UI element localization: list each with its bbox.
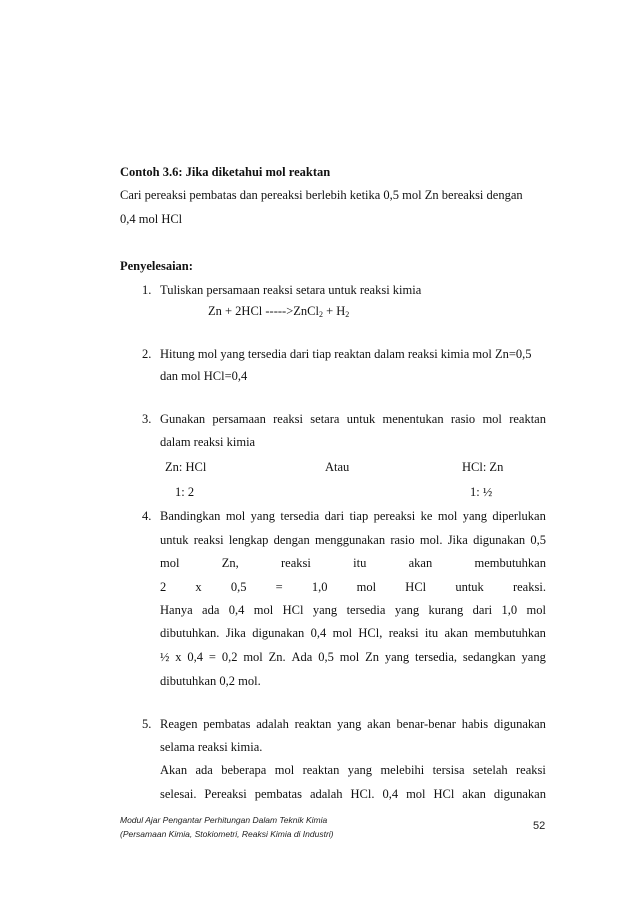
example-heading: Contoh 3.6: Jika diketahui mol reaktan: [120, 165, 331, 179]
word: sedangkan: [462, 650, 516, 664]
word: mol: [526, 603, 546, 617]
word: adalah: [309, 787, 343, 801]
word: reaktan: [509, 412, 546, 426]
word: HCl: [405, 580, 427, 594]
word: ke: [420, 509, 433, 523]
word: mol: [332, 626, 353, 640]
word: yang: [312, 603, 338, 617]
word: menggunakan: [314, 533, 386, 547]
word: pereaksi: [373, 509, 416, 523]
word: akan: [408, 556, 433, 570]
word: adalah: [256, 717, 289, 731]
word: reaksi: [281, 556, 311, 570]
word: 0,4: [382, 787, 399, 801]
word: ada: [202, 603, 220, 617]
word: selesai.: [160, 787, 197, 801]
word: ½: [160, 650, 170, 664]
word: mol: [356, 580, 377, 594]
word: =: [275, 580, 283, 594]
step-4-line-1: [160, 508, 546, 524]
step-1-equation: [208, 303, 349, 323]
step-4-number: 4.: [142, 509, 152, 523]
word: reaktan: [302, 763, 340, 777]
word: lengkap: [228, 533, 269, 547]
word: Bandingkan: [160, 509, 221, 523]
word: persamaan: [212, 412, 266, 426]
word: Jika: [225, 626, 246, 640]
equation-subscript-2: 2: [345, 310, 350, 319]
word: tiap: [349, 509, 369, 523]
ratio-left-label: Zn: HCl: [165, 460, 207, 474]
step-1-number: 1.: [142, 283, 152, 297]
word: Gunakan: [160, 412, 206, 426]
word: digunakan: [252, 626, 305, 640]
word: setelah: [472, 763, 508, 777]
word: =: [208, 650, 216, 664]
word: pembatas: [254, 787, 302, 801]
step-2-line-1: Hitung mol yang tersedia dari tiap reaktan dalam reaksi kimia mol Zn=0,5: [160, 347, 532, 361]
word: reaksi: [516, 763, 546, 777]
word: HCl.: [350, 787, 375, 801]
word: 0,2: [221, 650, 238, 664]
word: akan: [444, 626, 469, 640]
ratio-mid-label: Atau: [325, 460, 350, 474]
word: x: [175, 650, 182, 664]
word: dari: [324, 509, 345, 523]
step-1-text: Tuliskan persamaan reaksi setara untuk reaksi kimia: [160, 283, 422, 297]
word: reaktan: [294, 717, 332, 731]
word: reaksi: [273, 412, 303, 426]
word: Zn.: [268, 650, 286, 664]
step-4-line-5: [160, 602, 546, 618]
word: 0,4: [310, 626, 327, 640]
footer-line-2: (Persamaan Kimia, Stokiometri, Reaksi Kimia di Industri): [120, 829, 334, 839]
word: yang: [347, 763, 373, 777]
word: HCl: [433, 787, 455, 801]
word: mol: [243, 650, 263, 664]
step-5-line-1: [160, 716, 546, 732]
word: digunakan: [473, 533, 526, 547]
word: 2: [160, 580, 167, 594]
ratio-right-label: HCl: Zn: [462, 460, 504, 474]
word: akan: [462, 787, 486, 801]
word: beberapa: [221, 763, 267, 777]
word: untuk: [455, 580, 484, 594]
word: membutuhkan: [474, 626, 546, 640]
word: 0,5: [230, 580, 247, 594]
word: diperlukan: [492, 509, 546, 523]
word: itu: [424, 626, 439, 640]
word: untuk: [346, 412, 376, 426]
word: HCl: [282, 603, 304, 617]
word: setara: [310, 412, 340, 426]
step-4-line-4: [160, 579, 546, 595]
word: Zn,: [221, 556, 239, 570]
step-5-line-3: [160, 762, 546, 778]
word: mol.: [419, 533, 443, 547]
word: tersisa: [432, 763, 465, 777]
word: mol: [160, 556, 180, 570]
word: yang: [337, 717, 362, 731]
word: mol: [406, 787, 426, 801]
word: reaksi: [193, 533, 224, 547]
word: rasio: [390, 533, 415, 547]
word: pembatas: [203, 717, 251, 731]
word: Pereaksi: [204, 787, 247, 801]
word: tersedia,: [415, 650, 458, 664]
word: Zn: [365, 650, 379, 664]
word: 0,5: [318, 650, 334, 664]
word: tersedia: [346, 603, 386, 617]
word: yang: [462, 509, 487, 523]
word: dengan: [273, 533, 310, 547]
step-5-line-4: [160, 786, 546, 802]
page-number: 52: [533, 820, 546, 832]
word: mol: [253, 603, 274, 617]
word: Akan: [160, 763, 188, 777]
word: 1,0: [311, 580, 328, 594]
word: mol: [482, 412, 502, 426]
step-2-line-2: dan mol HCl=0,4: [160, 369, 248, 383]
word: mol: [225, 509, 246, 523]
step-4-line-7: [160, 649, 546, 665]
step-4-line-8: dibutuhkan 0,2 mol.: [160, 674, 261, 688]
word: menentukan: [382, 412, 444, 426]
word: 0,4: [228, 603, 245, 617]
step-5-number: 5.: [142, 717, 152, 731]
equation-subscript-1: 2: [318, 310, 323, 319]
word: melebihi: [380, 763, 425, 777]
equation-mid: + H: [322, 304, 346, 318]
ratio-right-value: 1: ½: [470, 485, 493, 499]
solution-heading: Penyelesaian:: [120, 259, 193, 273]
word: Reagen: [160, 717, 198, 731]
equation-left: Zn + 2HCl ----->ZnCl: [208, 304, 319, 318]
word: Jika: [447, 533, 468, 547]
word: 0,4: [187, 650, 203, 664]
word: HCl,: [358, 626, 383, 640]
step-4-line-3: [160, 555, 546, 571]
step-3-line-1: [160, 411, 546, 427]
step-3-number: 3.: [142, 412, 152, 426]
step-4-line-6: [160, 625, 546, 641]
step-2-number: 2.: [142, 347, 152, 361]
word: yang: [384, 650, 410, 664]
word: mol: [437, 509, 458, 523]
word: reaksi: [388, 626, 419, 640]
problem-line-1: Cari pereaksi pembatas dan pereaksi berlebih ketika 0,5 mol Zn bereaksi dengan: [120, 188, 523, 202]
problem-line-2: 0,4 mol HCl: [120, 212, 183, 226]
word: yang: [521, 650, 546, 664]
word: Ada: [291, 650, 313, 664]
word: digunakan: [493, 787, 546, 801]
word: 0,5: [530, 533, 546, 547]
word: membutuhkan: [474, 556, 546, 570]
word: mol: [274, 763, 295, 777]
word: ada: [195, 763, 213, 777]
word: dibutuhkan.: [160, 626, 220, 640]
word: rasio: [450, 412, 476, 426]
word: yang: [250, 509, 275, 523]
word: habis: [461, 717, 489, 731]
word: 1,0: [501, 603, 518, 617]
word: tersedia: [280, 509, 320, 523]
word: akan: [367, 717, 391, 731]
step-4-line-2: [160, 532, 546, 548]
word: benar-benar: [396, 717, 456, 731]
word: itu: [353, 556, 367, 570]
ratio-left-value: 1: 2: [175, 485, 195, 499]
word: kurang: [428, 603, 464, 617]
word: reaksi.: [512, 580, 546, 594]
word: untuk: [160, 533, 189, 547]
word: digunakan: [493, 717, 546, 731]
word: x: [195, 580, 202, 594]
footer-line-1: Modul Ajar Pengantar Perhitungan Dalam Teknik Kimia: [120, 815, 328, 825]
word: dari: [472, 603, 493, 617]
word: mol: [339, 650, 360, 664]
step-5-line-2: selama reaksi kimia.: [160, 740, 263, 754]
word: yang: [394, 603, 420, 617]
step-3-line-2: dalam reaksi kimia: [160, 435, 256, 449]
word: Hanya: [160, 603, 193, 617]
